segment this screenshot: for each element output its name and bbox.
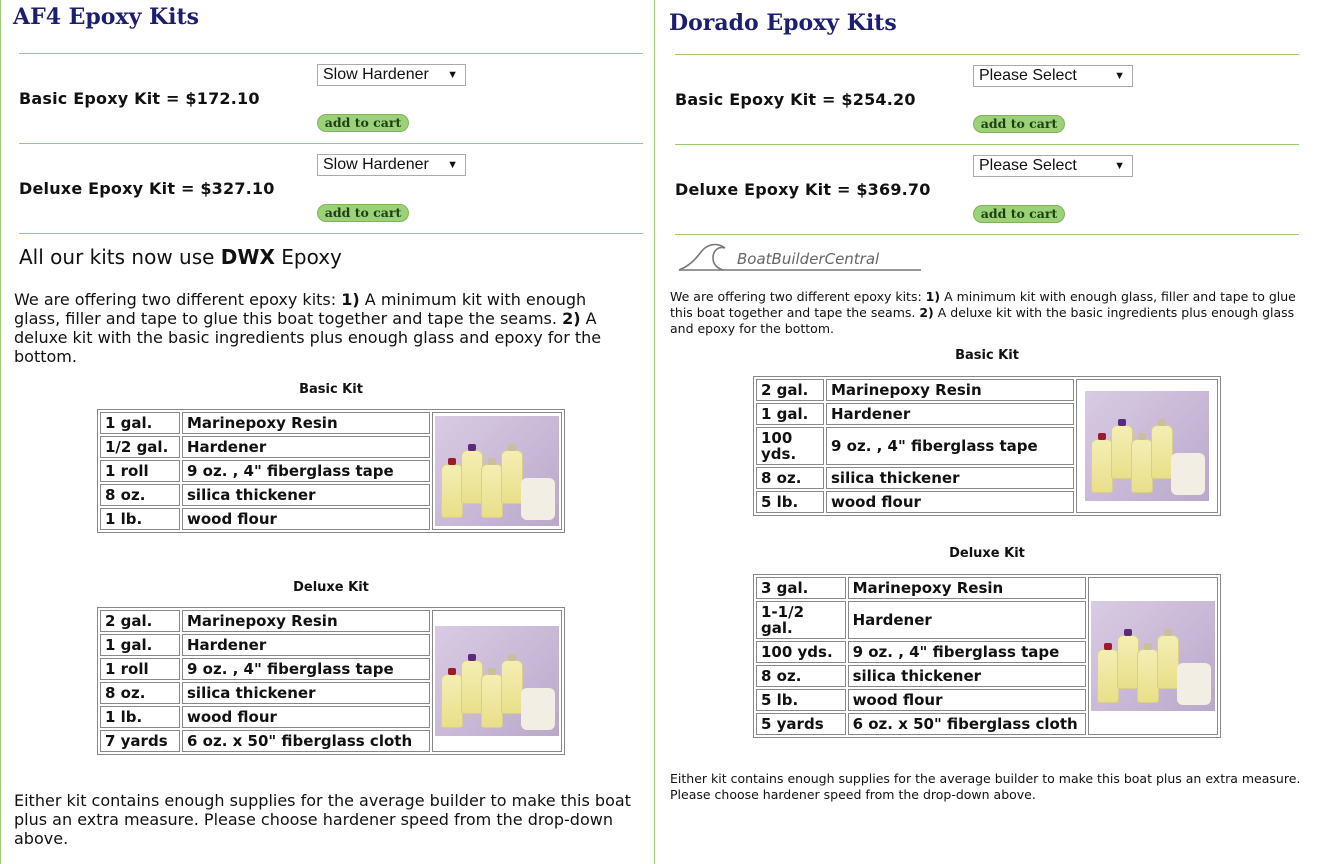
af4-footer-note: Either kit contains enough supplies for the average builder to make this boat plus an extra measure. Please choose hardener speed from the drop-down above. [14, 791, 631, 848]
boatbuildercentral-logo [677, 240, 927, 278]
kit-quantity: 3 gal. [756, 577, 846, 599]
kit-item: wood flour [182, 706, 430, 728]
divider [19, 233, 643, 234]
chevron-down-icon: ▼ [447, 159, 458, 171]
select-value: Slow Hardener [323, 156, 429, 173]
kit-item: Hardener [826, 403, 1074, 425]
dorado-title: Dorado Epoxy Kits [669, 10, 897, 36]
kit-item: silica thickener [182, 682, 430, 704]
kit-item: Marinepoxy Resin [848, 577, 1086, 599]
kit-item: Hardener [848, 601, 1086, 639]
epoxy-kit-photo [1085, 391, 1209, 501]
kit-quantity: 1 lb. [100, 508, 180, 530]
epoxy-kit-photo [1091, 601, 1215, 711]
kit-item: 9 oz. , 4" fiberglass tape [182, 658, 430, 680]
dorado-deluxe-add-to-cart-button[interactable]: add to cart [973, 205, 1065, 223]
kit-photo-cell [1088, 577, 1218, 735]
af4-deluxe-hardener-select[interactable] [317, 154, 466, 176]
af4-deluxe-add-to-cart-button[interactable]: add to cart [317, 204, 409, 222]
table-row [756, 379, 1218, 401]
notice-text: All our kits now use [19, 245, 215, 269]
kit-quantity: 1-1/2 gal. [756, 601, 846, 639]
kit-item: 9 oz. , 4" fiberglass tape [826, 427, 1074, 465]
af4-basic-kit-table [97, 409, 565, 533]
chevron-down-icon: ▼ [1114, 70, 1125, 82]
divider [675, 144, 1299, 145]
dorado-deluxe-hardener-select[interactable] [973, 155, 1133, 177]
kit-item: Marinepoxy Resin [826, 379, 1074, 401]
kit-quantity: 2 gal. [100, 610, 180, 632]
dorado-footer-note: Either kit contains enough supplies for the average builder to make this boat plus an extra measure. Please choose hardener speed from the drop-down above. [670, 771, 1301, 802]
kit-item: 9 oz. , 4" fiberglass tape [182, 460, 430, 482]
divider [675, 234, 1299, 235]
epoxy-kit-photo [435, 416, 559, 526]
af4-basic-price: Basic Epoxy Kit = $172.10 [19, 89, 260, 108]
af4-column [0, 0, 654, 864]
dorado-deluxe-kit-table [753, 574, 1221, 738]
desc-marker: 1) [341, 290, 360, 309]
divider [19, 53, 643, 54]
select-value: Slow Hardener [323, 66, 429, 83]
kit-item: wood flour [848, 689, 1086, 711]
kit-quantity: 8 oz. [756, 665, 846, 687]
kit-item: Marinepoxy Resin [182, 412, 430, 434]
table-row [756, 577, 1218, 599]
kit-photo-cell [432, 610, 562, 752]
dorado-deluxe-kit-caption: Deluxe Kit [949, 546, 1025, 561]
kit-item: silica thickener [848, 665, 1086, 687]
kit-quantity: 1 roll [100, 460, 180, 482]
af4-deluxe-kit-table [97, 607, 565, 755]
kit-quantity: 1 roll [100, 658, 180, 680]
kit-photo-cell [432, 412, 562, 530]
chevron-down-icon: ▼ [1114, 160, 1125, 172]
desc-text: A minimum kit with enough glass, filler and tape to glue this boat together and tape the seams. [14, 290, 587, 328]
dorado-column [654, 0, 1328, 864]
kit-quantity: 8 oz. [756, 467, 824, 489]
desc-text: A deluxe kit with the basic ingredients plus enough glass and epoxy for the bottom. [14, 309, 602, 366]
af4-basic-hardener-select[interactable] [317, 64, 466, 86]
kit-item: 9 oz. , 4" fiberglass tape [848, 641, 1086, 663]
kit-quantity: 5 lb. [756, 689, 846, 711]
af4-deluxe-kit-caption: Deluxe Kit [293, 580, 369, 595]
kit-item: wood flour [826, 491, 1074, 513]
dorado-basic-add-to-cart-button[interactable]: add to cart [973, 115, 1065, 133]
kit-item: wood flour [182, 508, 430, 530]
af4-title: AF4 Epoxy Kits [13, 4, 200, 30]
desc-text: A deluxe kit with the basic ingredients plus enough glass and epoxy for the bottom. [670, 305, 1295, 336]
table-row [100, 412, 562, 434]
select-value: Please Select [979, 67, 1077, 84]
dorado-basic-price: Basic Epoxy Kit = $254.20 [675, 90, 916, 109]
epoxy-kit-photo [435, 626, 559, 736]
kit-item: silica thickener [826, 467, 1074, 489]
desc-marker: 2) [562, 309, 581, 328]
kit-quantity: 5 lb. [756, 491, 824, 513]
kit-quantity: 2 gal. [756, 379, 824, 401]
divider [19, 143, 643, 144]
kit-item: silica thickener [182, 484, 430, 506]
chevron-down-icon: ▼ [447, 69, 458, 81]
kit-photo-cell [1076, 379, 1218, 513]
kit-quantity: 7 yards [100, 730, 180, 752]
desc-marker: 1) [925, 289, 941, 304]
kit-item: 6 oz. x 50" fiberglass cloth [848, 713, 1086, 735]
kit-quantity: 8 oz. [100, 682, 180, 704]
desc-text: We are offering two different epoxy kits: [670, 289, 922, 304]
wave-logo-icon [677, 240, 927, 274]
dorado-basic-kit-table [753, 376, 1221, 516]
notice-brand: DWX [220, 245, 275, 269]
af4-description [14, 290, 629, 366]
kit-quantity: 1 gal. [100, 412, 180, 434]
divider [675, 54, 1299, 55]
epoxy-notice [19, 245, 342, 269]
kit-item: Hardener [182, 436, 430, 458]
desc-text: A minimum kit with enough glass, filler and tape to glue this boat together and tape the seams. [670, 289, 1296, 320]
dorado-deluxe-price: Deluxe Epoxy Kit = $369.70 [675, 180, 931, 199]
select-value: Please Select [979, 157, 1077, 174]
logo-text: BoatBuilderCentral [737, 250, 880, 268]
af4-deluxe-price: Deluxe Epoxy Kit = $327.10 [19, 179, 275, 198]
kit-quantity: 1 gal. [756, 403, 824, 425]
kit-quantity: 8 oz. [100, 484, 180, 506]
af4-basic-add-to-cart-button[interactable]: add to cart [317, 114, 409, 132]
dorado-basic-kit-caption: Basic Kit [955, 348, 1019, 363]
dorado-basic-hardener-select[interactable] [973, 65, 1133, 87]
kit-quantity: 100 yds. [756, 641, 846, 663]
kit-quantity: 100 yds. [756, 427, 824, 465]
kit-quantity: 1 lb. [100, 706, 180, 728]
notice-text: Epoxy [281, 245, 342, 269]
table-row [100, 610, 562, 632]
dorado-description [670, 289, 1310, 337]
kit-item: Marinepoxy Resin [182, 610, 430, 632]
kit-quantity: 1/2 gal. [100, 436, 180, 458]
af4-basic-kit-caption: Basic Kit [299, 382, 363, 397]
desc-marker: 2) [919, 305, 934, 320]
desc-text: We are offering two different epoxy kits: [14, 290, 337, 309]
kit-quantity: 5 yards [756, 713, 846, 735]
kit-item: 6 oz. x 50" fiberglass cloth [182, 730, 430, 752]
kit-quantity: 1 gal. [100, 634, 180, 656]
kit-item: Hardener [182, 634, 430, 656]
